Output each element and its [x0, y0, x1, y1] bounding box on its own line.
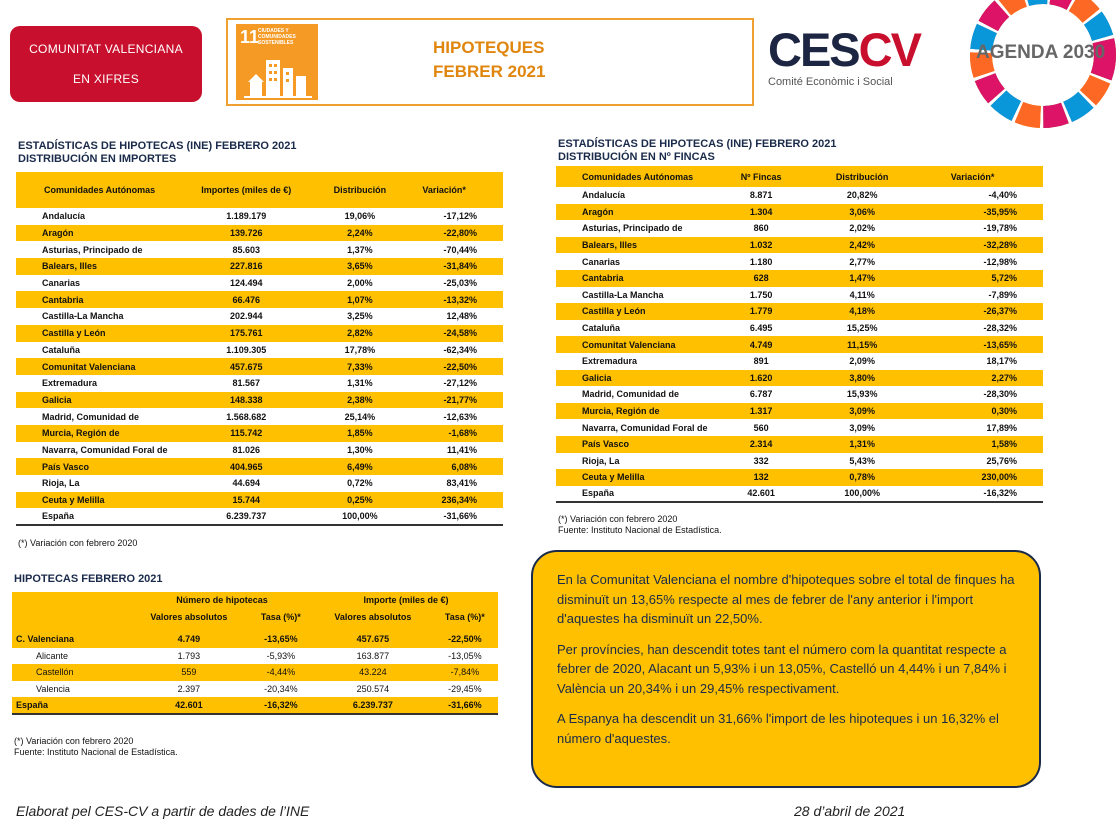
cell: 115.742: [176, 425, 317, 442]
row-label: Ceuta y Melilla: [556, 469, 716, 486]
cell: 12,48%: [446, 311, 477, 322]
cell: 7,33%: [317, 358, 404, 375]
cell: 132: [716, 469, 806, 486]
cell: 3,25%: [347, 311, 373, 322]
badge-line-2: EN XIFRES: [72, 72, 140, 86]
cell: 236,34%: [403, 492, 503, 509]
cell: 202.944: [230, 311, 263, 322]
table-row: [16, 492, 503, 509]
cell: 2,38%: [317, 392, 404, 409]
cell: 860: [753, 223, 769, 234]
row-label: Castilla-La Mancha: [42, 311, 124, 322]
cell: 1,47%: [806, 270, 918, 287]
importes-note: (*) Variación con febrero 2020: [18, 538, 138, 548]
table-row: [12, 664, 498, 681]
cell: 1,07%: [317, 291, 404, 308]
fincas-note-line-2: Fuente: Instituto Nacional de Estadística.: [558, 525, 722, 535]
cell: 6,49%: [317, 458, 404, 475]
cell: 18,17%: [986, 356, 1017, 367]
hipotecas-title: HIPOTECAS FEBRERO 2021: [14, 573, 163, 585]
cell: 25,76%: [986, 455, 1017, 466]
cell: -35,95%: [918, 204, 1043, 221]
cell: 15,93%: [846, 389, 878, 400]
cell: 3,06%: [806, 204, 918, 221]
cell: -22,50%: [432, 631, 498, 648]
cell: 11,41%: [446, 444, 477, 455]
fincas-table: [556, 166, 1043, 503]
cell: 15,25%: [846, 323, 878, 334]
sdg-11-icon: [236, 24, 318, 100]
cescv-subtitle: Comité Econòmic i Social: [768, 76, 893, 88]
table-row: [12, 697, 498, 714]
cell: 0,72%: [347, 478, 373, 489]
row-label: Navarra, Comunidad Foral de: [42, 444, 168, 455]
row-label: España: [556, 486, 716, 503]
table-row: [556, 419, 1043, 436]
cell: 4,18%: [806, 303, 918, 320]
table-row: [16, 291, 503, 308]
importes-title-line-2: DISTRIBUCIÓN EN IMPORTES: [18, 153, 177, 165]
table-row: [16, 325, 503, 342]
row-label: Asturias, Principado de: [42, 244, 143, 255]
cell: 3,09%: [849, 422, 875, 433]
col-header: Importes (miles de €): [176, 172, 317, 208]
table-row: [16, 208, 503, 225]
table-row: [556, 320, 1043, 337]
sdg-text: CIUDADES Y COMUNIDADES SOSTENIBLES: [258, 28, 296, 46]
table-row: [556, 303, 1043, 320]
cell: -5,93%: [266, 650, 296, 661]
cell: 1.750: [749, 289, 773, 300]
cell: 1.304: [716, 204, 806, 221]
hipotecas-note-line-1: (*) Variación con febrero 2020: [14, 736, 134, 746]
cell: 559: [130, 664, 248, 681]
table-row: [16, 225, 503, 242]
cell: 1.317: [716, 403, 806, 420]
table-row: [16, 408, 503, 425]
row-label: País Vasco: [556, 436, 716, 453]
importes-title: [18, 140, 297, 166]
cell: 6.239.737: [176, 508, 317, 525]
col-header: Variación*: [403, 172, 503, 208]
fincas-note: [558, 514, 722, 536]
cell: 1.180: [749, 256, 773, 267]
row-label: Castellón: [12, 664, 130, 681]
row-label: País Vasco: [16, 458, 176, 475]
cell: 25,14%: [344, 411, 376, 422]
cell: 2,82%: [317, 325, 404, 342]
cell: 42.601: [130, 697, 248, 714]
row-label: Cataluña: [582, 323, 621, 334]
table-row: [16, 442, 503, 459]
row-label: Castilla y León: [556, 303, 716, 320]
row-label: Canarias: [582, 256, 621, 267]
cell: 1.620: [716, 370, 806, 387]
cell: 139.726: [176, 225, 317, 242]
row-label: C. Valenciana: [12, 631, 130, 648]
city-icon: [236, 24, 318, 100]
row-label: Cantabria: [16, 291, 176, 308]
cell: 2,09%: [849, 356, 875, 367]
cell: 2,24%: [317, 225, 404, 242]
cell: 1.032: [716, 237, 806, 254]
row-label: Aragón: [556, 204, 716, 221]
cell: 1,31%: [806, 436, 918, 453]
cell: 5,72%: [918, 270, 1043, 287]
table-row: [12, 631, 498, 648]
fincas-note-line-1: (*) Variación con febrero 2020: [558, 514, 678, 524]
table-row: [556, 469, 1043, 486]
row-label: Cantabria: [556, 270, 716, 287]
row-label: Galicia: [16, 392, 176, 409]
row-label: España: [16, 508, 176, 525]
cell: 66.476: [176, 291, 317, 308]
row-label: Asturias, Principado de: [582, 223, 683, 234]
table-row: [16, 375, 503, 392]
cell: 4.749: [130, 631, 248, 648]
cell: -70,44%: [443, 244, 477, 255]
table-row: [556, 187, 1043, 204]
cell: 2.314: [716, 436, 806, 453]
summary-paragraph: En la Comunitat Valenciana el nombre d'hipoteques sobre el total de finques ha disminuït un 13,65% respecte al mes de febrer de l'any anterior i l'import d'aquestes ha disminuït un 22,50%.: [557, 572, 1015, 626]
cell: 83,41%: [446, 478, 477, 489]
row-label: Murcia, Región de: [16, 425, 176, 442]
cell: -31,66%: [403, 508, 503, 525]
row-label: Navarra, Comunidad Foral de: [582, 422, 708, 433]
fincas-title-line-2: DISTRIBUCIÓN EN Nº FINCAS: [558, 151, 715, 163]
cell: -12,98%: [983, 256, 1017, 267]
table-row: [16, 425, 503, 442]
group-header: Importe (miles de €): [314, 592, 498, 609]
cell: 6.495: [749, 323, 773, 334]
cell: 560: [753, 422, 769, 433]
col-header: Distribución: [317, 172, 404, 208]
cell: 404.965: [176, 458, 317, 475]
fincas-title-line-1: ESTADÍSTICAS DE HIPOTECAS (INE) FEBRERO 2021: [558, 138, 837, 150]
cell: -4,44%: [248, 664, 314, 681]
cell: 2,27%: [918, 370, 1043, 387]
row-label: Rioja, La: [582, 455, 620, 466]
row-label: España: [12, 697, 130, 714]
footer-source: Elaborat pel CES-CV a partir de dades de l’INE: [16, 803, 310, 819]
cell: 4,11%: [849, 289, 875, 300]
cell: -17,12%: [443, 211, 477, 222]
cell: -22,80%: [403, 225, 503, 242]
cell: 44.694: [232, 478, 261, 489]
cell: 1.568.682: [226, 411, 267, 422]
cell: -13,05%: [448, 650, 482, 661]
cell: -1,68%: [403, 425, 503, 442]
sub-header: Valores absolutos: [130, 609, 248, 626]
agenda-2030-label: AGENDA 2030: [976, 42, 1106, 63]
row-label: Valencia: [36, 683, 70, 694]
cell: 85.603: [232, 244, 261, 255]
row-label: Extremadura: [582, 356, 638, 367]
cell: -27,12%: [443, 378, 477, 389]
importes-title-line-1: ESTADÍSTICAS DE HIPOTECAS (INE) FEBRERO 2021: [18, 140, 297, 152]
cell: 1,30%: [347, 444, 373, 455]
cell: 250.574: [356, 683, 390, 694]
row-label: Galicia: [556, 370, 716, 387]
cell: -32,28%: [918, 237, 1043, 254]
cell: 0,30%: [918, 403, 1043, 420]
cell: 1,85%: [317, 425, 404, 442]
cell: 148.338: [176, 392, 317, 409]
table-row: [556, 270, 1043, 287]
col-header: Variación*: [918, 166, 1043, 187]
cell: 17,89%: [986, 422, 1017, 433]
row-label: Comunitat Valenciana: [556, 336, 716, 353]
fincas-title: [558, 138, 837, 164]
summary-box: [531, 550, 1041, 788]
hipotecas-table: [12, 592, 498, 715]
cell: -28,32%: [983, 323, 1017, 334]
cell: -29,45%: [448, 683, 482, 694]
cell: -62,34%: [443, 344, 477, 355]
cell: 3,65%: [317, 258, 404, 275]
cell: 5,43%: [849, 455, 875, 466]
table-row: [556, 204, 1043, 221]
summary-paragraph: Per províncies, han descendit totes tant el número com la quantitat respecte a febrer de 2020, Alacant un 5,93% i un 13,05%, Castelló un 4,44% i un 7,84% i València un 20,34% i un 29,45% respectivament.: [557, 641, 1007, 696]
table-row: [12, 648, 498, 665]
cell: -19,78%: [983, 223, 1017, 234]
table-row: [556, 253, 1043, 270]
table-row: [16, 275, 503, 292]
cell: -13,65%: [248, 631, 314, 648]
cell: -12,63%: [443, 411, 477, 422]
cell: 0,25%: [317, 492, 404, 509]
cell: 230,00%: [918, 469, 1043, 486]
cell: 20,82%: [846, 190, 878, 201]
row-label: Balears, Illes: [16, 258, 176, 275]
row-label: Castilla-La Mancha: [582, 289, 664, 300]
cell: 1.189.179: [226, 211, 267, 222]
sub-header: Tasa (%)*: [248, 609, 314, 626]
table-row: [556, 353, 1043, 370]
cell: 2,00%: [347, 278, 373, 289]
col-header: Comunidades Autónomas: [556, 166, 716, 187]
importes-table: [16, 172, 503, 526]
region-badge: [10, 26, 202, 102]
cescv-logo: [768, 23, 920, 96]
cell: 1,37%: [347, 244, 373, 255]
cell: 2,02%: [849, 223, 875, 234]
cell: 1,31%: [347, 378, 373, 389]
cell: 8.871: [749, 190, 773, 201]
cell: 6,08%: [403, 458, 503, 475]
cell: 1.109.305: [226, 344, 267, 355]
cell: 17,78%: [344, 344, 376, 355]
cell: 0,78%: [806, 469, 918, 486]
cell: 457.675: [314, 631, 432, 648]
cell: 1.793: [177, 650, 201, 661]
table-row: [16, 392, 503, 409]
table-row: [556, 436, 1043, 453]
cell: -7,89%: [988, 289, 1017, 300]
row-label: Rioja, La: [42, 478, 80, 489]
hipotecas-note-line-2: Fuente: Instituto Nacional de Estadística.: [14, 747, 178, 757]
row-label: Andalucía: [582, 190, 626, 201]
cell: -24,58%: [403, 325, 503, 342]
cell: 227.816: [176, 258, 317, 275]
col-header: Distribución: [806, 166, 918, 187]
table-row: [16, 458, 503, 475]
row-label: Andalucía: [42, 211, 86, 222]
page-title: [433, 36, 545, 84]
table-row: [556, 237, 1043, 254]
cell: -4,40%: [988, 190, 1017, 201]
row-label: Murcia, Región de: [556, 403, 716, 420]
table-row: [556, 336, 1043, 353]
col-header: Nº Fincas: [716, 166, 806, 187]
footer-date: 28 d’abril de 2021: [794, 803, 906, 819]
cell: 100,00%: [317, 508, 404, 525]
row-label: Cataluña: [42, 344, 81, 355]
row-label: Madrid, Comunidad de: [42, 411, 140, 422]
row-label: Canarias: [42, 278, 81, 289]
cell: 2,77%: [849, 256, 875, 267]
row-label: Ceuta y Melilla: [16, 492, 176, 509]
cell: 6.239.737: [314, 697, 432, 714]
cell: -26,37%: [918, 303, 1043, 320]
table-row: [16, 241, 503, 258]
cell: 42.601: [716, 486, 806, 503]
sub-header: Valores absolutos: [314, 609, 432, 626]
cell: -13,32%: [403, 291, 503, 308]
cell: 332: [753, 455, 769, 466]
cell: -13,65%: [918, 336, 1043, 353]
table-row: [16, 258, 503, 275]
cell: -16,32%: [918, 486, 1043, 503]
cell: 175.761: [176, 325, 317, 342]
summary-paragraph: A Espanya ha descendit un 31,66% l'import de les hipoteques i un 16,32% el número d'aquestes.: [557, 711, 999, 746]
sdg-number: 11: [240, 27, 260, 47]
table-row: [16, 475, 503, 492]
table-row: [556, 287, 1043, 304]
cescv-logo-cv: CV: [858, 23, 920, 76]
row-label: Alicante: [36, 650, 69, 661]
cell: 3,80%: [806, 370, 918, 387]
cell: -16,32%: [248, 697, 314, 714]
col-header: Comunidades Autónomas: [16, 172, 176, 208]
cell: -31,66%: [432, 697, 498, 714]
cell: 81.026: [232, 444, 261, 455]
cell: 43.224: [314, 664, 432, 681]
row-label: Aragón: [16, 225, 176, 242]
cell: -28,30%: [983, 389, 1017, 400]
cell: 1.779: [716, 303, 806, 320]
cell: 628: [716, 270, 806, 287]
table-row: [12, 681, 498, 698]
table-row: [16, 308, 503, 325]
cell: 163.877: [356, 650, 390, 661]
cell: 11,15%: [806, 336, 918, 353]
cell: 100,00%: [806, 486, 918, 503]
title-box: [226, 18, 754, 106]
cell: 81.567: [232, 378, 261, 389]
title-line-2: FEBRER 2021: [433, 62, 546, 81]
row-label: Castilla y León: [16, 325, 176, 342]
table-row: [16, 358, 503, 375]
cell: -22,50%: [403, 358, 503, 375]
row-label: Extremadura: [42, 378, 98, 389]
cell: -21,77%: [403, 392, 503, 409]
table-row: [16, 342, 503, 359]
title-line-1: HIPOTEQUES: [433, 38, 545, 57]
cell: 6.787: [749, 389, 773, 400]
hipotecas-note: [14, 736, 178, 758]
agenda-2030-wheel-icon: [958, 0, 1120, 130]
cescv-logo-ces: CES: [768, 23, 859, 76]
table-row: [556, 370, 1043, 387]
cell: 2,42%: [806, 237, 918, 254]
cell: 15.744: [176, 492, 317, 509]
cell: 4.749: [716, 336, 806, 353]
sub-header: Tasa (%)*: [432, 609, 498, 626]
row-label: Madrid, Comunidad de: [582, 389, 680, 400]
table-row: [556, 403, 1043, 420]
table-row: [16, 508, 503, 525]
cell: 3,09%: [806, 403, 918, 420]
cell: -31,84%: [403, 258, 503, 275]
row-label: Comunitat Valenciana: [16, 358, 176, 375]
table-row: [556, 220, 1043, 237]
cell: 457.675: [176, 358, 317, 375]
cell: 19,06%: [344, 211, 376, 222]
cell: 2.397: [177, 683, 201, 694]
group-header: Número de hipotecas: [130, 592, 314, 609]
cell: -20,34%: [264, 683, 298, 694]
row-label: Balears, Illes: [556, 237, 716, 254]
cell: -7,84%: [432, 664, 498, 681]
cell: 124.494: [230, 278, 263, 289]
table-row: [556, 486, 1043, 503]
cell: 1,58%: [918, 436, 1043, 453]
cell: -25,03%: [443, 278, 477, 289]
table-row: [556, 386, 1043, 403]
badge-line-1: COMUNITAT VALENCIANA: [29, 42, 183, 56]
cell: 891: [753, 356, 769, 367]
table-row: [556, 453, 1043, 470]
